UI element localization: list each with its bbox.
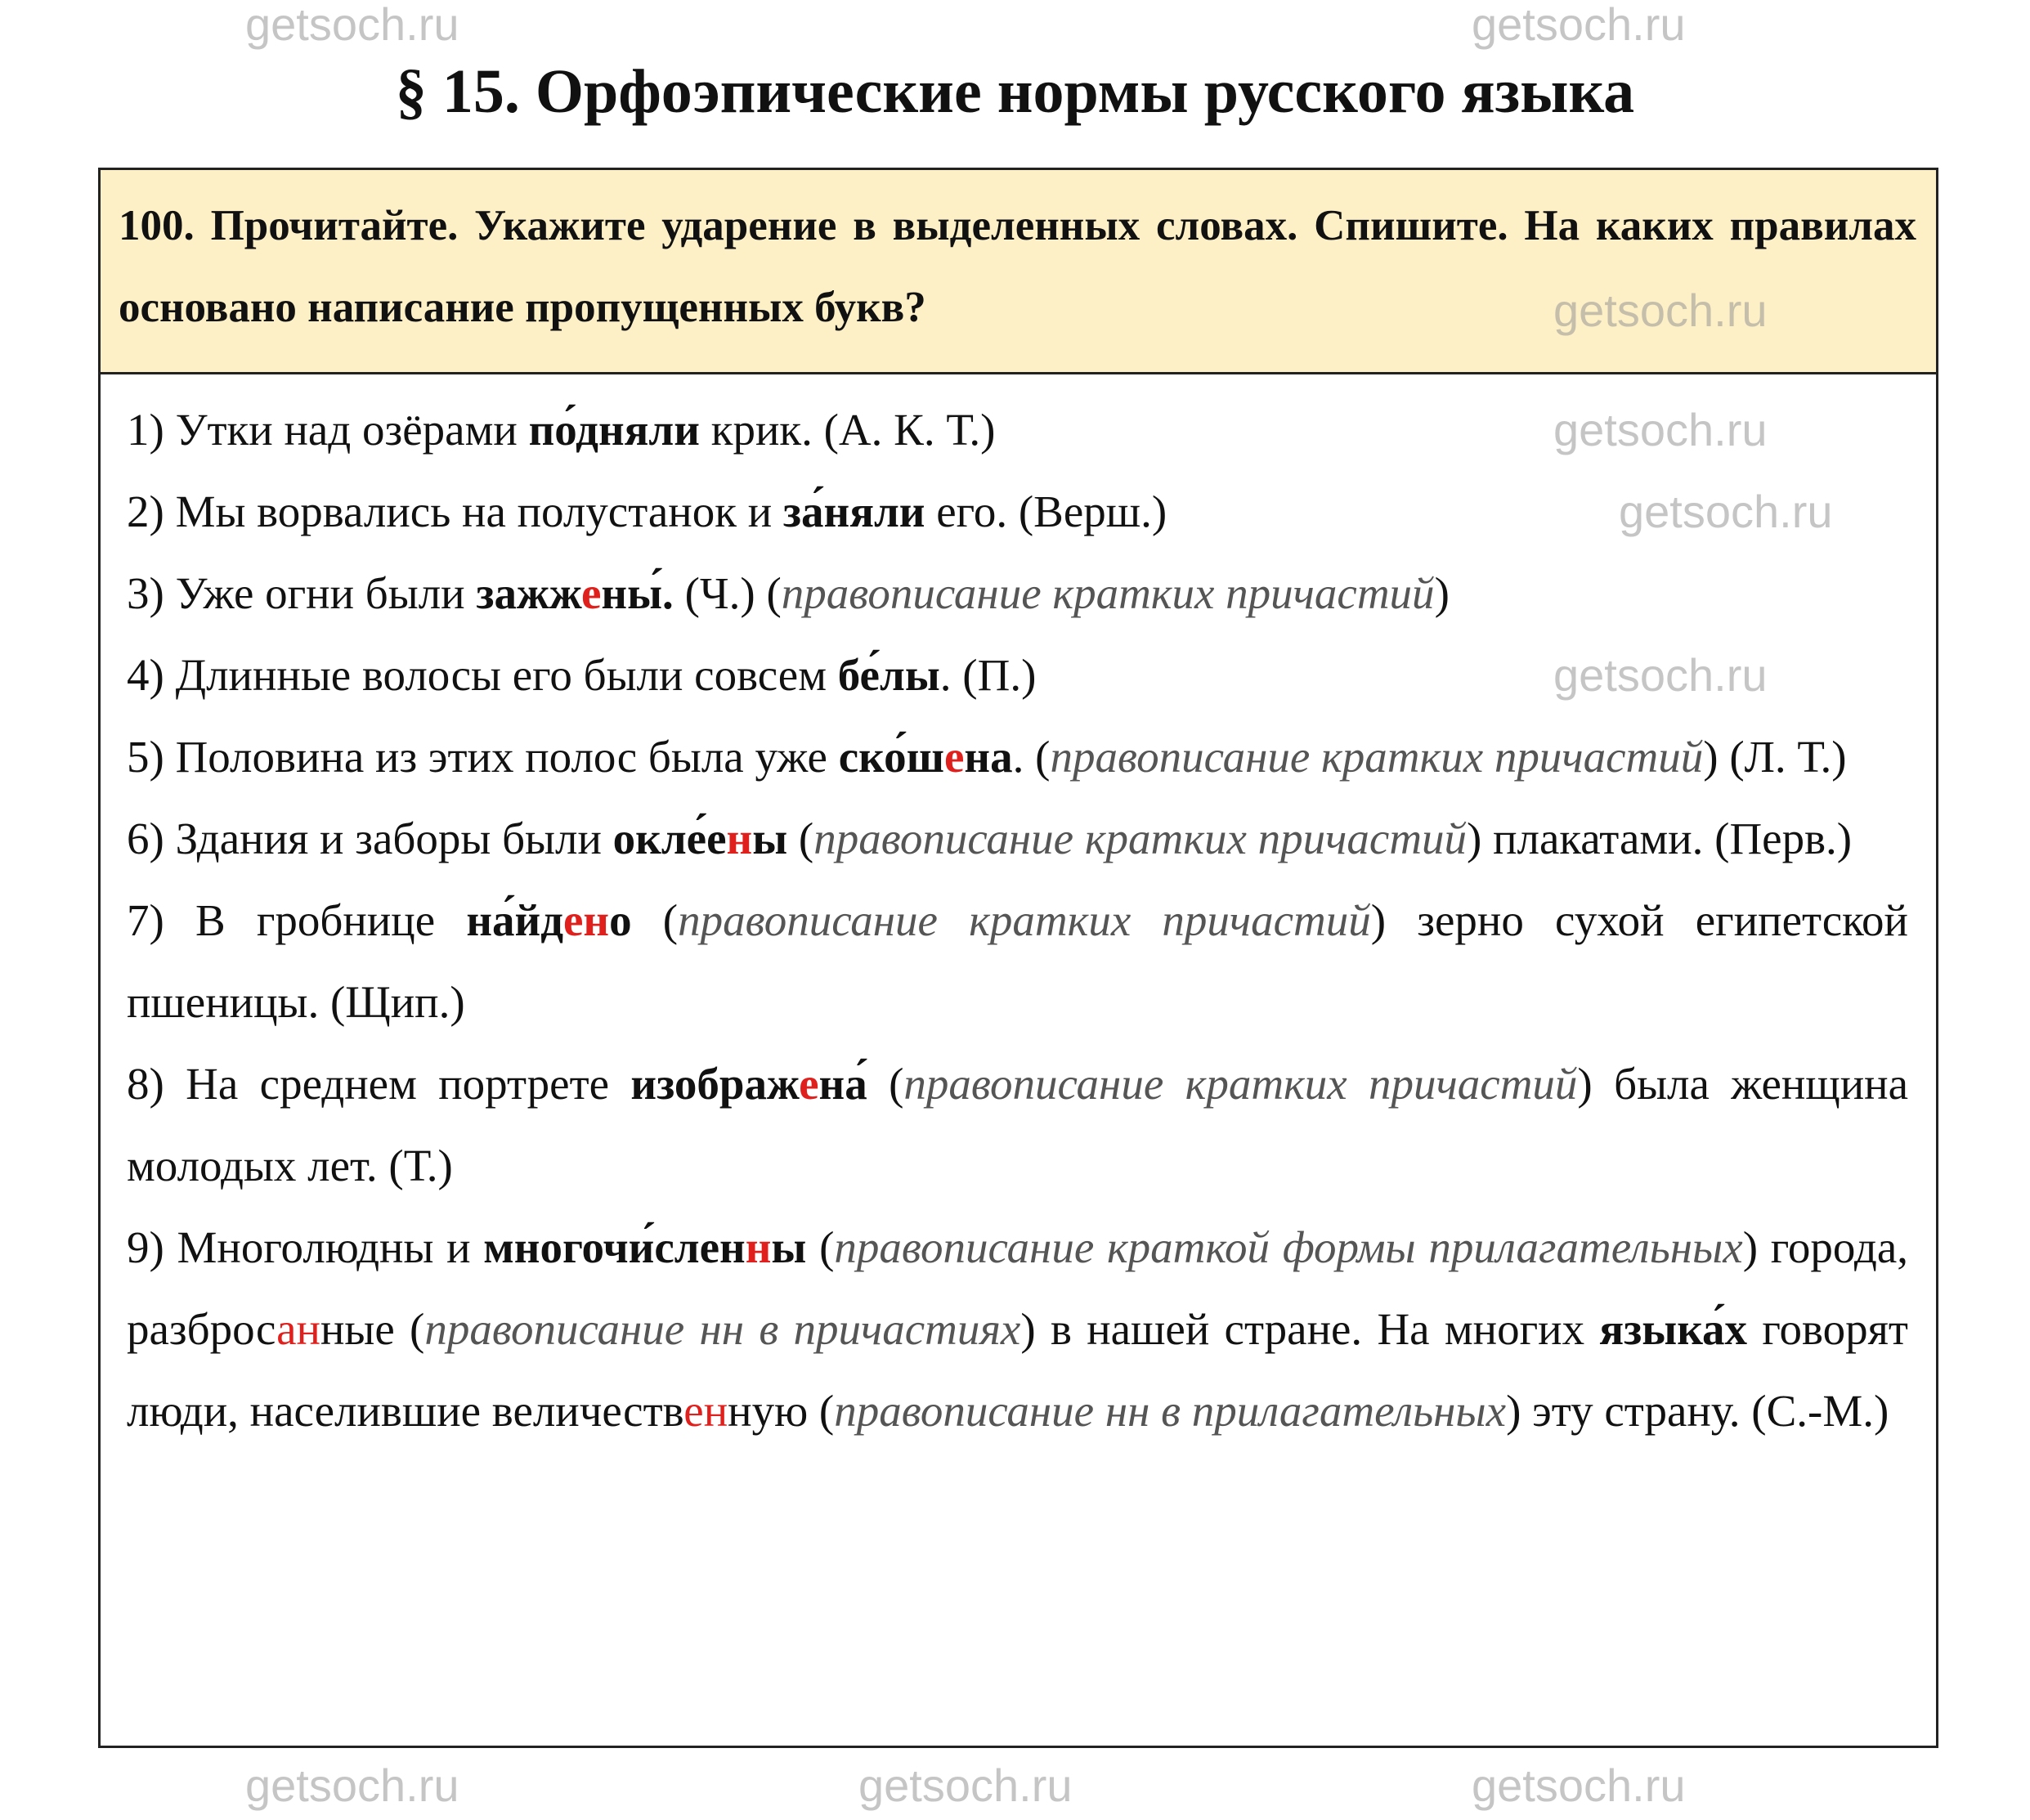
exercise-item-6 [127, 798, 1908, 880]
rule-note: правописание кратких причастий [1050, 732, 1704, 782]
highlighted-word: изображ [630, 1059, 800, 1109]
inserted-letters: ан [276, 1304, 320, 1354]
highlighted-word: е [799, 1059, 819, 1109]
sentence-text: крик. (А. К. Т.) [699, 405, 996, 455]
inserted-letters: ен [683, 1386, 728, 1436]
highlighted-word: окле́е [612, 814, 727, 863]
sentence-text: ные ( [320, 1304, 425, 1354]
sentence-text: ) города, разброс [127, 1222, 1908, 1354]
highlighted-word: языка́х [1599, 1304, 1748, 1354]
sentence-text: 2) Мы ворвались на полустанок и [127, 486, 783, 536]
highlighted-word: многочи́слен [483, 1222, 746, 1272]
sentence-text: ) эту страну. (С.-М.) [1506, 1386, 1889, 1436]
sentence-text: ) в нашей стране. На многих [1020, 1304, 1600, 1354]
highlighted-word: по́дняли [528, 405, 700, 455]
highlighted-word: бе́лы [837, 650, 940, 700]
rule-note: правописание краткой формы прилагательных [834, 1222, 1743, 1272]
watermark: getsoch.ru [1619, 486, 1833, 537]
highlighted-word: на́ [818, 1059, 867, 1109]
highlighted-word: н [745, 1222, 772, 1272]
watermark: getsoch.ru [245, 0, 459, 50]
watermark: getsoch.ru [1553, 404, 1768, 455]
highlighted-word: ы [771, 1222, 807, 1272]
sentence-text: ную ( [728, 1386, 835, 1436]
sentence-text: 1) Утки над озёрами [127, 405, 529, 455]
highlighted-word: ско́ш [838, 732, 944, 782]
sentence-text: 9) Многолюдны и [127, 1222, 484, 1272]
highlighted-word: зажж [476, 568, 581, 618]
exercise-item-8 [127, 1043, 1908, 1207]
rule-note: правописание нн в прилагательных [834, 1386, 1507, 1436]
watermark: getsoch.ru [1472, 0, 1686, 50]
exercise-box [98, 168, 1938, 1748]
exercise-item-3 [127, 553, 1908, 634]
highlighted-word: о [609, 895, 632, 945]
task-header: 100. Прочитайте. Укажите ударение в выделенных словах. Спишите. На каких правилах основано написание пропущенных букв? [101, 170, 1936, 374]
exercise-item-5 [127, 716, 1908, 798]
watermark: getsoch.ru [1472, 1759, 1686, 1811]
sentence-text: 5) Половина из этих полос была уже [127, 732, 839, 782]
sentence-text: его. (Верш.) [925, 486, 1167, 536]
rule-note: правописание кратких причастий [678, 895, 1371, 945]
sentence-text: 3) Уже огни были [127, 568, 477, 618]
rule-note: правописание нн в причастиях [424, 1304, 1021, 1354]
sentence-text: ) была женщина молодых лет. (Т.) [127, 1059, 1908, 1190]
watermark: getsoch.ru [858, 1759, 1073, 1811]
highlighted-word: е [944, 732, 965, 782]
highlighted-word: на́йд [466, 895, 564, 945]
sentence-text: ) (Л. Т.) [1703, 732, 1847, 782]
sentence-text: ( [806, 1222, 835, 1272]
watermark: getsoch.ru [1553, 285, 1768, 336]
sentence-text: 6) Здания и заборы были [127, 814, 613, 863]
sentence-text: 7) В гробнице [127, 895, 467, 945]
sentence-text: 8) На среднем портрете [127, 1059, 631, 1109]
sentence-text: говорят люди, населившие величеств [127, 1304, 1908, 1436]
sentence-text: ) [1434, 568, 1450, 618]
exercise-item-2 [127, 471, 1908, 553]
highlighted-word: н [726, 814, 753, 863]
watermark: getsoch.ru [1553, 649, 1768, 701]
exercise-item-4 [127, 634, 1908, 716]
sentence-text: . (П.) [939, 650, 1037, 700]
sentence-text: ( [631, 895, 679, 945]
highlighted-word: за́няли [782, 486, 925, 536]
highlighted-word: на [964, 732, 1013, 782]
rule-note: правописание кратких причастий [813, 814, 1468, 863]
sentence-text: ) плакатами. (Перв.) [1467, 814, 1853, 863]
sentence-text: . ( [1012, 732, 1051, 782]
exercise-item-1 [127, 389, 1908, 471]
rule-note: правописание кратких причастий [903, 1059, 1578, 1109]
watermark: getsoch.ru [245, 1759, 459, 1811]
page-title: § 15. Орфоэпические нормы русского языка [395, 57, 1635, 126]
highlighted-word: ен [563, 895, 610, 945]
exercise-item-7 [127, 880, 1908, 1043]
highlighted-word: ны́. [601, 568, 674, 618]
sentence-text: ( [867, 1059, 904, 1109]
sentence-text: ) зерно сухой египетской пшеницы. (Щип.) [127, 895, 1908, 1027]
highlighted-word: е [581, 568, 602, 618]
exercise-items [101, 374, 1936, 1452]
rule-note: правописание кратких причастий [781, 568, 1435, 618]
exercise-item-9 [127, 1207, 1908, 1452]
sentence-text: (Ч.) ( [673, 568, 782, 618]
sentence-text: ( [787, 814, 814, 863]
highlighted-word: ы [752, 814, 788, 863]
sentence-text: 4) Длинные волосы его были совсем [127, 650, 838, 700]
